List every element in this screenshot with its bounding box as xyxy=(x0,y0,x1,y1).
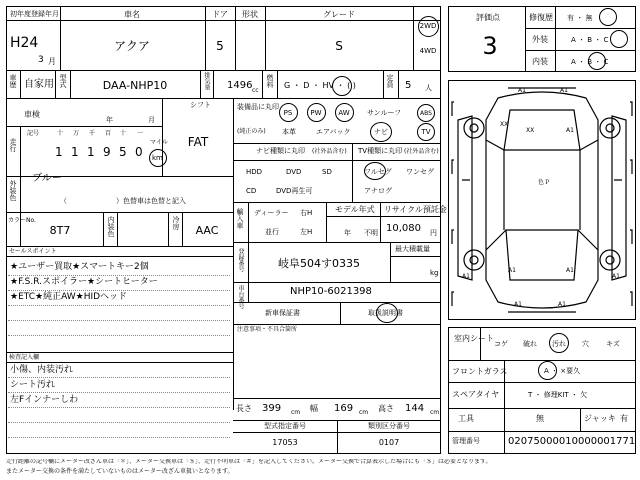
damage-label: A1 xyxy=(566,267,574,274)
jack-value: 有 xyxy=(620,414,628,423)
tv-fullseg: フルセグ xyxy=(364,168,392,176)
import-dealer: ディーラー xyxy=(254,209,289,217)
drive-2wd: 2WD xyxy=(419,22,437,30)
tools-label: 工具 xyxy=(458,414,474,423)
plate-label: 登録番号 xyxy=(237,248,244,272)
sales-title: セールスポイント xyxy=(9,248,57,255)
seat-option: コゲ xyxy=(494,340,508,348)
import-label: 輸入車 xyxy=(236,208,244,229)
interior-label: 内装 xyxy=(532,57,548,66)
damage-label: XX xyxy=(500,121,509,128)
color-no-label: カラーNo. xyxy=(8,217,36,224)
model: DAA-NHP10 xyxy=(102,79,168,92)
digit-label: 十 xyxy=(57,130,64,137)
car-name: アクア xyxy=(114,39,150,53)
equip-tv: TV xyxy=(421,128,431,136)
sales-point: ★ETC★純正AW★HIDヘッド xyxy=(10,292,128,302)
car-damage-diagram xyxy=(448,80,636,320)
height-value: 144 xyxy=(405,403,425,414)
cm-unit: cm xyxy=(359,409,369,416)
inspect-note: 左Fインナーしわ xyxy=(10,395,79,405)
color-no: 8T7 xyxy=(49,224,71,237)
shift-label: シフト xyxy=(190,101,211,109)
recycle-value: 10,080 xyxy=(386,223,421,234)
model-year-unit: 年 xyxy=(344,229,351,237)
equip-airbag: エアバック xyxy=(316,128,351,136)
footer-line-2: またメーター交換の条件を満たしていないものはメーター改ざん車扱いとなります。 xyxy=(6,468,234,475)
grade: S xyxy=(335,39,343,53)
category-label: 車歴 xyxy=(9,74,17,88)
equipment-subtitle: (純正のみ) xyxy=(237,128,266,135)
color-value: ブルー xyxy=(32,173,62,184)
interior-color-label: 内装色 xyxy=(107,216,115,237)
equip-aw: AW xyxy=(338,109,350,117)
damage-label: A1 xyxy=(560,87,568,94)
first-reg-label: 初年度登録年月 xyxy=(10,10,59,18)
digit-label: 記号 xyxy=(27,130,40,137)
length-label: 長さ xyxy=(236,404,252,413)
import-right: 右H xyxy=(300,209,313,217)
air-label: 冷房 xyxy=(172,216,180,230)
capacity-unit: 人 xyxy=(425,84,432,92)
jack-label: ジャッキ xyxy=(584,414,616,423)
repair-label: 修復歴 xyxy=(529,13,553,22)
vin-label: 車台番号 xyxy=(237,285,244,309)
air-value: AAC xyxy=(195,224,219,237)
model-label: 型式 xyxy=(59,74,67,88)
windshield-label: フロントガラス xyxy=(452,367,508,376)
interior-selected-ring xyxy=(588,52,606,70)
tv-sub: (社外品含む) xyxy=(404,148,439,155)
type-value: 17053 xyxy=(272,438,298,447)
plate-value: 岐阜504す0335 xyxy=(278,257,360,270)
score-value: 3 xyxy=(482,32,498,60)
caution-title: 注意事項・不具合箇所 xyxy=(237,326,298,333)
capacity-label: 定員 xyxy=(386,74,394,88)
nav-dvd-play: DVD再生可 xyxy=(276,187,313,195)
inspect-title: 検査記入欄 xyxy=(9,354,40,361)
run-label: 走行 xyxy=(9,138,17,152)
grade-label: グレード xyxy=(323,10,355,19)
mileage-digit: 5 xyxy=(119,145,127,159)
color-note: （ ）色替車は色替と記入 xyxy=(60,197,186,205)
equip-pw: PW xyxy=(310,109,322,117)
doors: 5 xyxy=(216,39,224,53)
shape-label: 形状 xyxy=(242,10,258,19)
damage-label: A1 xyxy=(514,301,522,308)
exterior-options: A ・ B ・ C xyxy=(571,36,609,44)
color-label: 外装色 xyxy=(9,180,17,201)
import-left: 左H xyxy=(300,228,313,236)
car-name-label: 車名 xyxy=(124,10,140,19)
kg-unit: kg xyxy=(430,269,439,277)
mileage-digit: 9 xyxy=(103,145,111,159)
width-value: 169 xyxy=(334,403,354,414)
damage-label: A1 xyxy=(508,267,516,274)
digit-label: 万 xyxy=(73,130,80,137)
digit-label: 百 xyxy=(105,130,112,137)
seat-label: 室内シート xyxy=(454,334,494,343)
exterior-label: 外装 xyxy=(532,35,548,44)
windshield-options: A ・ ×要久 xyxy=(544,367,581,375)
km-unit: km xyxy=(152,154,163,162)
sales-point: ★ユーザー買取★スマートキー2個 xyxy=(10,262,149,272)
repair-selected-ring xyxy=(599,8,617,26)
yen-unit: 円 xyxy=(430,229,437,237)
equip-sunroof: サンルーフ xyxy=(367,109,402,117)
fuel-selected-ring xyxy=(332,76,352,96)
mgmt-label: 管理番号 xyxy=(452,437,480,445)
digit-label: 千 xyxy=(89,130,96,137)
equip-ps: PS xyxy=(283,109,293,117)
seat-option: 穴 xyxy=(582,340,589,348)
nav-cd: CD xyxy=(246,187,257,195)
recycle-label: リサイクル預託金 xyxy=(384,205,447,214)
footer-line-1: 走行距離の記号欄にメーター改ざん車は「＊」、メーター交換車は「＄」、走行不明車は「＃」を記入してください。メーター交換で合算表示した場合にも「＄」は必要となります。 xyxy=(6,459,492,465)
seat-option: 破れ xyxy=(523,340,537,348)
first-reg-year: H24 xyxy=(10,35,39,51)
first-reg-month: 3 xyxy=(38,55,44,65)
damage-label: A1 xyxy=(518,87,526,94)
max-load-label: 最大積載量 xyxy=(395,245,430,253)
mileage-digit: 1 xyxy=(87,145,95,159)
warranty-label: 新車保証書 xyxy=(265,309,300,317)
nav-sub: (社外品含む) xyxy=(312,148,347,155)
nav-dvd: DVD xyxy=(286,168,302,176)
mgmt-value: 02075000010000001771 xyxy=(508,436,636,447)
category: 自家用 xyxy=(24,79,54,90)
tv-title: TV種類に丸印 xyxy=(358,147,403,155)
height-label: 高さ xyxy=(378,404,394,413)
inspection-month-unit: 月 xyxy=(148,116,155,124)
nav-hdd: HDD xyxy=(246,168,263,176)
model-year-label: モデル年式 xyxy=(335,205,375,214)
spare-options: T ・ 修理KIT ・ 欠 xyxy=(528,391,588,399)
cm-unit: cm xyxy=(291,409,301,416)
mileage-digit: 1 xyxy=(71,145,79,159)
inspection-year-unit: 年 xyxy=(106,116,113,124)
sales-point: ★F.S.R.スポイラー★シートヒーター xyxy=(10,277,158,287)
fuel-options: G ・ D ・ HV ・ ( ) xyxy=(284,81,356,90)
fuel-label: 燃料 xyxy=(266,74,274,88)
inspect-note: 小傷、内装汚れ xyxy=(10,365,74,375)
model-year-unknown: 不明 xyxy=(364,229,378,237)
inspect-note: シート汚れ xyxy=(10,380,56,390)
shift-value: FAT xyxy=(187,135,209,149)
month-unit: 月 xyxy=(48,57,56,66)
capacity: 5 xyxy=(405,80,412,91)
tools-value: 無 xyxy=(536,414,544,423)
digit-label: 一 xyxy=(137,130,144,137)
damage-label: A1 xyxy=(566,127,574,134)
seat-option: キズ xyxy=(606,340,620,348)
repair-options: 有 ・ 無 xyxy=(567,14,593,22)
vin-value: NHP10-6021398 xyxy=(290,286,372,297)
mileage-digit: 0 xyxy=(135,145,143,159)
equip-leather: 本革 xyxy=(282,128,296,136)
inspection-label: 車検 xyxy=(24,110,40,119)
displacement-label: 排気量 xyxy=(203,72,210,90)
door-label: ドア xyxy=(212,10,228,19)
mile-label: マイル xyxy=(150,139,168,146)
manual-label: 取扱説明書 xyxy=(368,309,403,317)
damage-label: XX xyxy=(526,127,535,134)
cm-unit: cm xyxy=(430,409,440,416)
damage-label: 色Ｐ xyxy=(538,179,551,186)
exterior-selected-ring xyxy=(610,30,628,48)
damage-label: A1 xyxy=(462,273,470,280)
equip-abs: ABS xyxy=(420,110,432,117)
type-label: 型式指定番号 xyxy=(264,422,306,430)
class-value: 0107 xyxy=(378,438,400,447)
nav-title: ナビ種類に丸印 xyxy=(256,147,305,155)
width-label: 幅 xyxy=(310,404,318,413)
cc-unit: cc xyxy=(252,87,259,94)
spare-label: スペアタイヤ xyxy=(452,390,500,399)
equipment-title: 装備品に丸印 xyxy=(237,103,279,111)
score-label: 評価点 xyxy=(476,13,500,22)
drive-4wd: 4WD xyxy=(419,47,437,55)
interior-options: A ・ B ・ C xyxy=(571,58,609,66)
seat-option-selected: 汚れ xyxy=(552,340,566,348)
digit-label: 十 xyxy=(120,130,127,137)
class-label: 類別区分番号 xyxy=(368,422,410,430)
displacement: 1496 xyxy=(227,80,253,91)
length-value: 399 xyxy=(262,403,282,414)
damage-label: A1 xyxy=(612,273,620,280)
nav-sd: SD xyxy=(322,168,332,176)
import-parallel: 並行 xyxy=(265,228,279,236)
tv-oneseg: ワンセグ xyxy=(406,168,434,176)
damage-label: A1 xyxy=(558,301,566,308)
mileage-digit: 1 xyxy=(55,145,63,159)
tv-analog: アナログ xyxy=(364,187,392,195)
equip-navi: ナビ xyxy=(374,128,388,136)
